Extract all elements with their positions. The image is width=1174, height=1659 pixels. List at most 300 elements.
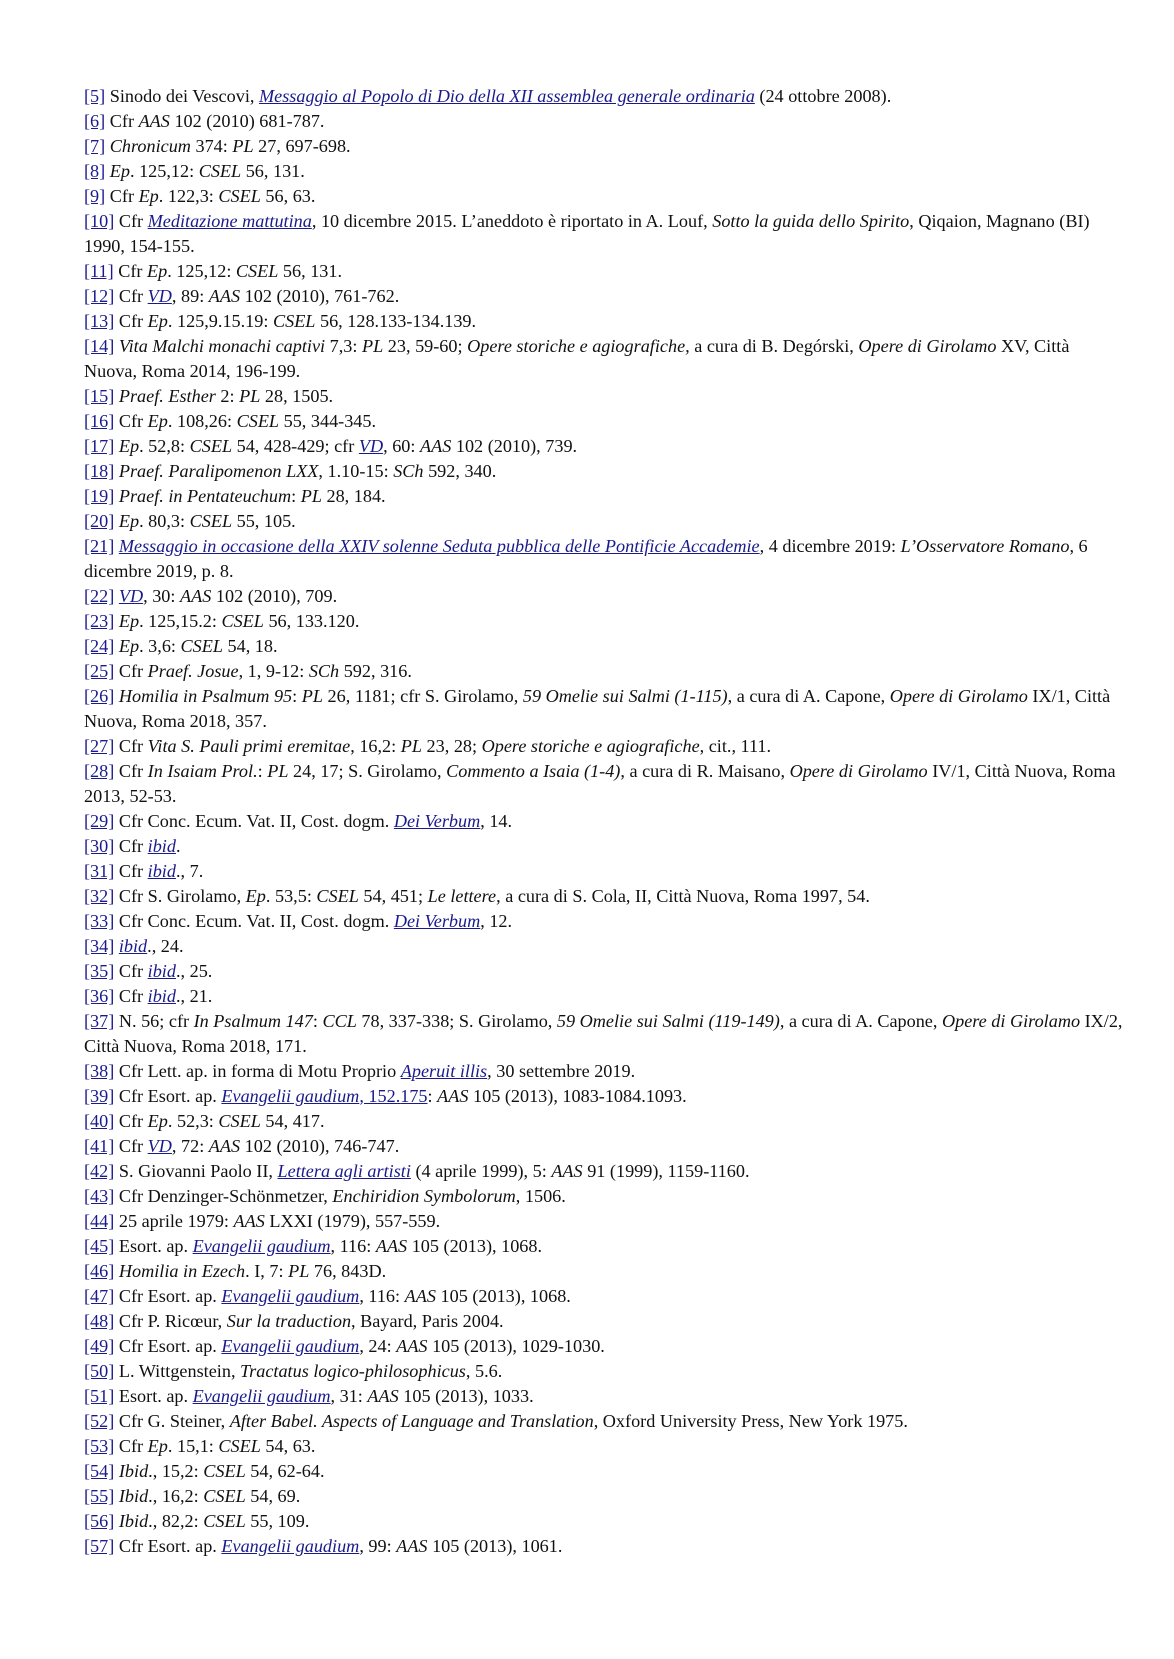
footnote-ref-link[interactable]: [48] [84, 1311, 115, 1331]
note-text: IV/1, Città Nuova, Roma 2013, 52-53. [84, 761, 1116, 806]
note-text: , 1.10-15: [318, 461, 394, 481]
note-text: ., 24. [147, 936, 184, 956]
note-text: 105 (2013), 1033. [398, 1386, 534, 1406]
note-text: Cfr P. Ricœur, [114, 1311, 227, 1331]
footnote-ref-link[interactable]: [41] [84, 1136, 115, 1156]
note-text: S. Giovanni Paolo II, [114, 1161, 278, 1181]
italic-text: Commento a Isaia (1-4) [446, 761, 621, 781]
note-text: Cfr [114, 311, 148, 331]
citation-link[interactable]: Evangelii gaudium [221, 1086, 360, 1106]
note-text: 56, 131. [278, 261, 343, 281]
note-text: IX/2, Città Nuova, Roma 2018, 171. [84, 1011, 1123, 1056]
footnote-item [84, 1284, 1124, 1309]
note-text: , Oxford University Press, New York 1975. [593, 1411, 908, 1431]
note-text: . 52,8: [139, 436, 190, 456]
footnote-ref-link[interactable]: [33] [84, 911, 115, 931]
note-text: Cfr [105, 186, 139, 206]
italic-text: PL [232, 136, 254, 156]
italic-text: Opere di Girolamo [858, 336, 997, 356]
note-text: 26, 1181; cfr S. Girolamo, [323, 686, 523, 706]
note-text: Cfr S. Girolamo, [114, 886, 246, 906]
note-text: 102 (2010) 681-787. [169, 111, 325, 131]
note-text: 78, 337-338; S. Girolamo, [356, 1011, 557, 1031]
italic-text: CSEL [189, 436, 233, 456]
citation-link[interactable]: Dei Verbum [393, 811, 481, 831]
italic-text: AAS [396, 1336, 428, 1356]
note-text: 27, 697-698. [253, 136, 351, 156]
note-text: a cura di B. Degórski, [689, 336, 859, 356]
footnote-item [84, 809, 1124, 834]
italic-text: CSEL [218, 1436, 261, 1456]
footnote-ref-link[interactable]: [50] [84, 1361, 115, 1381]
note-text: 56, 128.133-134.139. [315, 311, 477, 331]
note-text: . 53,5: [265, 886, 317, 906]
footnote-item [84, 384, 1124, 409]
footnote-ref-link[interactable]: [30] [84, 836, 115, 856]
note-text: Sinodo dei Vescovi, [105, 86, 259, 106]
italic-text: Ibid [118, 1511, 149, 1531]
note-text: : [312, 1011, 323, 1031]
footnote-ref-link[interactable]: [25] [84, 661, 115, 681]
citation-link[interactable]: Meditazione mattutina [147, 211, 312, 231]
italic-text: Sotto la guida dello Spirito [712, 211, 910, 231]
note-text: LXXI (1979), 557-559. [264, 1211, 441, 1231]
italic-text: AAS [404, 1286, 436, 1306]
footnote-ref-link[interactable]: [22] [84, 586, 115, 606]
footnote-ref-link[interactable]: [31] [84, 861, 115, 881]
note-text: Cfr [114, 211, 148, 231]
italic-text: Ep [109, 161, 130, 181]
note-text: Cfr [114, 736, 148, 756]
italic-text: CSEL [236, 411, 280, 431]
footnote-item [84, 1434, 1124, 1459]
footnote-ref-link[interactable]: [51] [84, 1386, 115, 1406]
note-text: Cfr Conc. Ecum. Vat. II, Cost. dogm. [114, 911, 394, 931]
note-text: 25 aprile 1979: [114, 1211, 234, 1231]
note-text: . 125,9.15.19: [167, 311, 273, 331]
citation-link[interactable]: Lettera agli artisti [277, 1161, 411, 1181]
footnote-item [84, 1259, 1124, 1284]
footnote-ref-link[interactable]: [9] [84, 186, 106, 206]
note-text: Cfr [114, 961, 148, 981]
citation-link[interactable]: Dei Verbum [393, 911, 481, 931]
citation-link[interactable]: ibid [147, 986, 176, 1006]
note-text: , 1506. [515, 1186, 566, 1206]
footnote-ref-link[interactable]: [28] [84, 761, 115, 781]
footnote-item [84, 1459, 1124, 1484]
citation-link[interactable]: ibid [147, 836, 176, 856]
italic-text: SCh [308, 661, 340, 681]
italic-text: 59 Omelie sui Salmi (119-149) [556, 1011, 780, 1031]
italic-text: Ep [138, 186, 159, 206]
italic-text: Ep [118, 511, 140, 531]
note-text: , a cura di A. Capone, [727, 686, 890, 706]
note-text: 102 (2010), 709. [211, 586, 338, 606]
note-text: , Bayard, Paris 2004. [351, 1311, 504, 1331]
note-text: 105 (2013), 1029-1030. [427, 1336, 605, 1356]
italic-text: Ep [118, 436, 140, 456]
footnote-ref-link[interactable]: [24] [84, 636, 115, 656]
italic-text: PL [301, 686, 323, 706]
footnote-ref-link[interactable]: [57] [84, 1536, 115, 1556]
footnote-item [84, 684, 1124, 734]
footnote-ref-link[interactable]: [43] [84, 1186, 115, 1206]
italic-text: Ep [147, 1436, 168, 1456]
footnote-ref-link[interactable]: [52] [84, 1411, 115, 1431]
note-text: , 30: [143, 586, 180, 606]
note-text: Cfr Conc. Ecum. Vat. II, Cost. dogm. [114, 811, 394, 831]
italic-text: AAS [180, 586, 212, 606]
footnote-ref-link[interactable]: [55] [84, 1486, 115, 1506]
citation-link[interactable]: Messaggio al Popolo di Dio della XII assemblea generale ordinaria [258, 86, 755, 106]
footnote-item [84, 1084, 1124, 1109]
footnote-ref-link[interactable]: [11] [84, 261, 114, 281]
italic-text: Ep [245, 886, 266, 906]
note-text: 24, 17; S. Girolamo, [288, 761, 447, 781]
note-text: L. Wittgenstein, [114, 1361, 241, 1381]
footnote-item [84, 584, 1124, 609]
italic-text: Tractatus logico-philosophicus [240, 1361, 466, 1381]
note-text: , 60: [383, 436, 420, 456]
citation-link[interactable]: Evangelii gaudium [192, 1386, 331, 1406]
italic-text: Opere di Girolamo [889, 686, 1028, 706]
note-text: Cfr [114, 1136, 148, 1156]
note-text: , 89: [171, 286, 209, 306]
italic-text: Ep [146, 261, 168, 281]
footnote-ref-link[interactable]: [29] [84, 811, 115, 831]
note-text: IX/1, Città Nuova, Roma 2018, 357. [84, 686, 1111, 731]
italic-text: CSEL [218, 1111, 261, 1131]
note-text: , 116: [359, 1286, 405, 1306]
footnote-ref-link[interactable]: [40] [84, 1111, 115, 1131]
note-text: 105 (2013), 1061. [427, 1536, 563, 1556]
footnote-ref-link[interactable]: [42] [84, 1161, 115, 1181]
note-text: 102 (2010), 746-747. [240, 1136, 400, 1156]
footnote-item [84, 1184, 1124, 1209]
footnote-item [84, 434, 1124, 459]
note-text: (24 ottobre 2008). [754, 86, 892, 106]
note-text: Cfr Esort. ap. [114, 1336, 222, 1356]
footnote-ref-link[interactable]: [56] [84, 1511, 115, 1531]
italic-text: Opere storiche e agiografiche, [467, 336, 690, 356]
footnote-item [84, 834, 1124, 859]
note-text: 55, 105. [232, 511, 296, 531]
footnote-ref-link[interactable]: [27] [84, 736, 115, 756]
note-text: . 3,6: [139, 636, 181, 656]
note-text: Cfr [114, 761, 148, 781]
italic-text: PL [362, 336, 384, 356]
italic-text: Chronicum [109, 136, 191, 156]
note-text: Cfr [114, 411, 148, 431]
italic-text: Ep [147, 411, 168, 431]
italic-text: Homilia in Ezech [118, 1261, 246, 1281]
note-text: ., 7. [175, 861, 204, 881]
footnote-item [84, 1009, 1124, 1059]
footnote-ref-link[interactable]: [19] [84, 486, 115, 506]
italic-text: In Isaiam Prol. [147, 761, 258, 781]
italic-text: AAS [233, 1211, 265, 1231]
footnote-ref-link[interactable]: [10] [84, 211, 115, 231]
italic-text: Vita Malchi monachi captivi [118, 336, 326, 356]
footnotes-list [84, 84, 1124, 1559]
footnote-item [84, 934, 1124, 959]
note-text: 54, 451; [358, 886, 428, 906]
footnote-item [84, 109, 1124, 134]
italic-text: L’Osservatore Romano [900, 536, 1070, 556]
footnote-ref-link[interactable]: [6] [84, 111, 106, 131]
note-text: , 30 settembre 2019. [487, 1061, 636, 1081]
italic-text: In Psalmum 147 [193, 1011, 313, 1031]
citation-link[interactable]: Evangelii gaudium [221, 1336, 360, 1356]
note-text: 23, 28; [421, 736, 482, 756]
footnote-ref-link[interactable]: [45] [84, 1236, 115, 1256]
footnote-ref-link[interactable]: [44] [84, 1211, 115, 1231]
note-text: , a cura di A. Capone, [779, 1011, 942, 1031]
italic-text: Sur la traduction [226, 1311, 352, 1331]
footnote-item [84, 1484, 1124, 1509]
note-text: 56, 63. [260, 186, 316, 206]
italic-text: Praef. Josue [147, 661, 239, 681]
note-text: , 72: [171, 1136, 209, 1156]
footnote-item [84, 1309, 1124, 1334]
footnote-ref-link[interactable]: [21] [84, 536, 115, 556]
italic-text: AAS [367, 1386, 399, 1406]
note-text: , Qiqaion, Magnano (BI) 1990, 154-155. [84, 211, 1090, 256]
citation-link[interactable]: , 152. [359, 1086, 401, 1106]
footnote-ref-link[interactable]: [47] [84, 1286, 115, 1306]
footnote-ref-link[interactable]: [37] [84, 1011, 115, 1031]
note-text: 54, 428-429; cfr [232, 436, 359, 456]
italic-text: Opere di Girolamo [941, 1011, 1081, 1031]
note-text: : [292, 686, 302, 706]
footnote-ref-link[interactable]: [17] [84, 436, 115, 456]
footnote-item [84, 509, 1124, 534]
footnote-ref-link[interactable]: [53] [84, 1436, 115, 1456]
note-text: 56, 131. [241, 161, 305, 181]
footnote-item [84, 409, 1124, 434]
italic-text: AAS [396, 1536, 428, 1556]
footnote-item [84, 859, 1124, 884]
footnote-ref-link[interactable]: [20] [84, 511, 115, 531]
note-text: , 6 dicembre 2019, p. 8. [84, 536, 1088, 581]
note-text: 55, 344-345. [279, 411, 377, 431]
note-text: Cfr [114, 1111, 148, 1131]
note-text: . 108,26: [167, 411, 237, 431]
footnote-ref-link[interactable]: [49] [84, 1336, 115, 1356]
footnote-item [84, 484, 1124, 509]
note-text: , a cura di R. Maisano, [620, 761, 790, 781]
citation-link[interactable]: VD [358, 436, 384, 456]
note-text: 76, 843D. [309, 1261, 387, 1281]
footnote-ref-link[interactable]: [13] [84, 311, 115, 331]
note-text: 105 (2013), 1068. [435, 1286, 571, 1306]
footnote-ref-link[interactable]: [32] [84, 886, 115, 906]
footnote-item [84, 309, 1124, 334]
note-text: 54, 417. [260, 1111, 325, 1131]
italic-text: Praef. Esther [118, 386, 216, 406]
footnote-ref-link[interactable]: [35] [84, 961, 115, 981]
footnote-item [84, 759, 1124, 809]
note-text: , 4 dicembre 2019: [759, 536, 901, 556]
italic-text: Ibid [118, 1486, 149, 1506]
footnote-item [84, 184, 1124, 209]
italic-text: PL [267, 761, 289, 781]
footnote-item [84, 334, 1124, 384]
italic-text: AAS [375, 1236, 408, 1256]
citation-link[interactable]: 175 [400, 1086, 428, 1106]
footnote-ref-link[interactable]: [54] [84, 1461, 115, 1481]
italic-text: SCh [393, 461, 424, 481]
italic-text: Homilia in Psalmum 95 [118, 686, 293, 706]
citation-link[interactable]: Messaggio in occasione della XXIV solenne Seduta pubblica delle Pontificie Accademie [118, 536, 760, 556]
note-text: , 10 dicembre 2015. L’aneddoto è riportato in A. Louf, [311, 211, 713, 231]
citation-link[interactable]: ibid [147, 961, 176, 981]
note-text: Cfr [114, 286, 148, 306]
note-text: 91 (1999), 1159-1160. [582, 1161, 750, 1181]
footnote-ref-link[interactable]: [34] [84, 936, 115, 956]
note-text: 105 (2013), 1083-1084.1093. [468, 1086, 687, 1106]
note-text: 56, 133.120. [263, 611, 360, 631]
note-text: Esort. ap. [114, 1236, 193, 1256]
italic-text: Ep [147, 311, 168, 331]
note-text: 54, 69. [245, 1486, 301, 1506]
note-text: , 31: [330, 1386, 368, 1406]
note-text: . I, 7: [245, 1261, 289, 1281]
citation-link[interactable]: Evangelii gaudium [221, 1286, 360, 1306]
note-text: , 99: [359, 1536, 397, 1556]
citation-link[interactable]: VD [147, 286, 172, 306]
footnote-item [84, 1359, 1124, 1384]
note-text: ., 21. [175, 986, 213, 1006]
footnote-ref-link[interactable]: [12] [84, 286, 115, 306]
footnote-item [84, 634, 1124, 659]
note-text: Cfr Esort. ap. [114, 1536, 222, 1556]
footnote-item [84, 659, 1124, 684]
note-text: 592, 340. [423, 461, 497, 481]
note-text: , 14. [480, 811, 513, 831]
footnote-ref-link[interactable]: [14] [84, 336, 115, 356]
footnote-item [84, 1234, 1124, 1259]
note-text: 374: [190, 136, 233, 156]
footnote-ref-link[interactable]: [16] [84, 411, 115, 431]
note-text: 102 (2010), 761-762. [240, 286, 400, 306]
note-text: , 24: [359, 1336, 397, 1356]
note-text: Esort. ap. [114, 1386, 193, 1406]
note-text: ., 15,2: [148, 1461, 204, 1481]
italic-text: CSEL [316, 886, 359, 906]
note-text: ., 16,2: [148, 1486, 204, 1506]
italic-text: CSEL [180, 636, 223, 656]
citation-link[interactable]: Evangelii gaudium [192, 1236, 331, 1256]
italic-text: CSEL [189, 511, 233, 531]
note-text: N. 56; cfr [114, 1011, 194, 1031]
footnote-item [84, 609, 1124, 634]
footnote-item [84, 1334, 1124, 1359]
footnote-ref-link[interactable]: [36] [84, 986, 115, 1006]
footnote-ref-link[interactable]: [7] [84, 136, 106, 156]
note-text: 54, 62-64. [245, 1461, 325, 1481]
footnote-ref-link[interactable]: [8] [84, 161, 106, 181]
italic-text: AAS [208, 1136, 241, 1156]
note-text: . 15,1: [167, 1436, 219, 1456]
citation-link[interactable]: Evangelii gaudium [221, 1536, 360, 1556]
footnote-item [84, 909, 1124, 934]
footnote-ref-link[interactable]: [38] [84, 1061, 115, 1081]
italic-text: PL [300, 486, 322, 506]
note-text: 2: [215, 386, 240, 406]
footnote-ref-link[interactable]: [39] [84, 1086, 115, 1106]
footnote-item [84, 1209, 1124, 1234]
note-text: Cfr G. Steiner, [114, 1411, 230, 1431]
note-text: 23, 59-60; [383, 336, 468, 356]
note-text: , 116: [330, 1236, 376, 1256]
italic-text: Opere storiche e agiografiche [481, 736, 700, 756]
note-text: Cfr [113, 261, 147, 281]
footnote-item [84, 959, 1124, 984]
footnote-ref-link[interactable]: [18] [84, 461, 115, 481]
note-text: . 52,3: [167, 1111, 219, 1131]
note-text: , 5.6. [465, 1361, 503, 1381]
note-text: . [175, 836, 181, 856]
italic-text: Ep [147, 1111, 168, 1131]
footnote-item [84, 1109, 1124, 1134]
footnote-ref-link[interactable]: [46] [84, 1261, 115, 1281]
note-text: , cit., 111. [699, 736, 772, 756]
note-text: 102 (2010), 739. [451, 436, 578, 456]
footnote-item [84, 284, 1124, 309]
note-text: Cfr Esort. ap. [114, 1086, 222, 1106]
note-text: 54, 18. [222, 636, 278, 656]
italic-text: CSEL [221, 611, 264, 631]
citation-link[interactable]: ibid [118, 936, 148, 956]
footnote-item [84, 1159, 1124, 1184]
citation-link[interactable]: Aperuit illis [400, 1061, 488, 1081]
citation-link[interactable]: VD [118, 586, 144, 606]
note-text: 28, 1505. [260, 386, 334, 406]
note-text: , a cura di S. Cola, II, Città Nuova, Roma 1997, 54. [496, 886, 870, 906]
italic-text: After Babel. Aspects of Language and Translation [229, 1411, 594, 1431]
italic-text: Opere di Girolamo [789, 761, 928, 781]
footnote-ref-link[interactable]: [23] [84, 611, 115, 631]
italic-text: AAS [419, 436, 452, 456]
footnote-item [84, 459, 1124, 484]
citation-link[interactable]: ibid [147, 861, 176, 881]
note-text: ., 82,2: [148, 1511, 204, 1531]
note-text: 105 (2013), 1068. [407, 1236, 543, 1256]
italic-text: AAS [138, 111, 170, 131]
italic-text: Enchiridion Symbolorum [332, 1186, 516, 1206]
note-text: : [291, 486, 301, 506]
footnote-ref-link[interactable]: [5] [84, 86, 106, 106]
footnote-ref-link[interactable]: [26] [84, 686, 115, 706]
note-text: , 16,2: [350, 736, 401, 756]
note-text: Cfr Lett. ap. in forma di Motu Proprio [114, 1061, 401, 1081]
italic-text: CSEL [203, 1486, 246, 1506]
footnote-item [84, 734, 1124, 759]
footnote-item [84, 1134, 1124, 1159]
citation-link[interactable]: VD [147, 1136, 172, 1156]
italic-text: CSEL [198, 161, 242, 181]
italic-text: Praef. Paralipomenon LXX [118, 461, 319, 481]
footnote-item [84, 984, 1124, 1009]
italic-text: Ep [118, 636, 140, 656]
italic-text: Vita S. Pauli primi eremitae [147, 736, 351, 756]
note-text: , 1, 9-12: [238, 661, 309, 681]
footnote-ref-link[interactable]: [15] [84, 386, 115, 406]
note-text: 7,3: [325, 336, 362, 356]
footnote-item [84, 534, 1124, 584]
footnote-item [84, 1509, 1124, 1534]
